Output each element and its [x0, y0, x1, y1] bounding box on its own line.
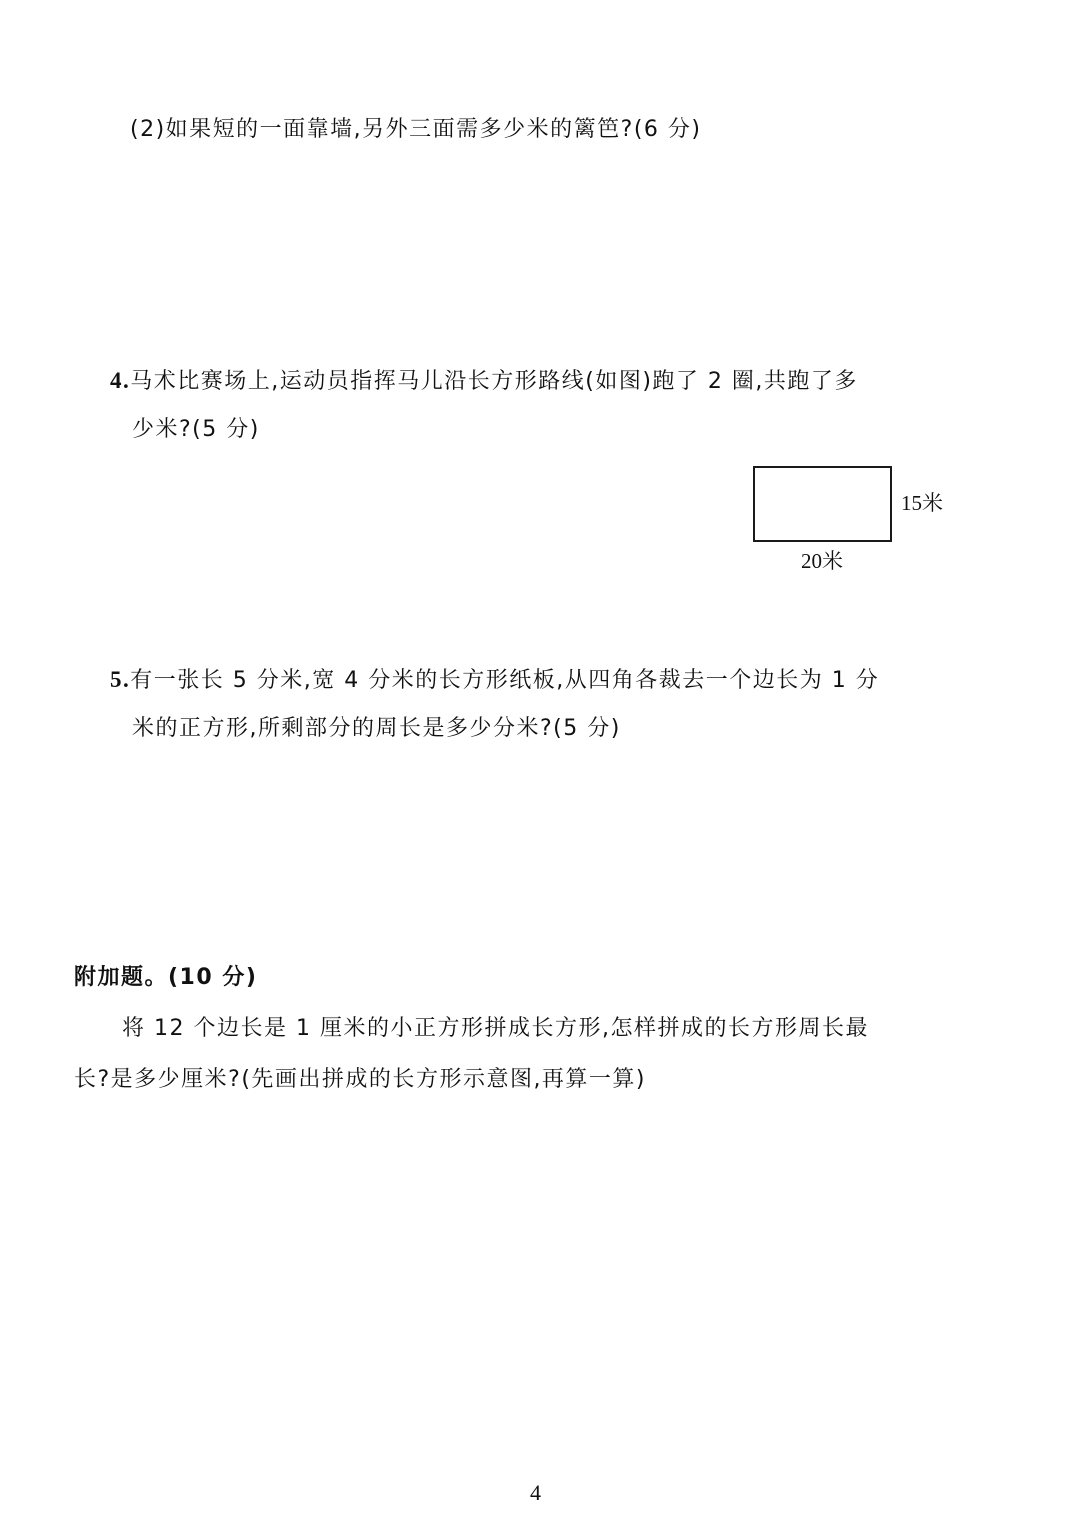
page-number: 4	[530, 1480, 541, 1505]
question-4-text-line-1: 马术比赛场上,运动员指挥马儿沿长方形路线(如图)跑了 2 圈,共跑了多	[130, 369, 858, 394]
question-4-number: 4.	[110, 368, 131, 393]
rectangle-diagram	[753, 466, 892, 542]
question-4-line-1	[110, 366, 858, 397]
bonus-text-line-2: 长?是多少厘米?(先画出拼成的长方形示意图,再算一算)	[74, 1067, 647, 1092]
rectangle-height-label: 15米	[901, 491, 943, 515]
question-5-text-line-1: 有一张长 5 分米,宽 4 分米的长方形纸板,从四角各裁去一个边长为 1 分	[130, 668, 880, 693]
question-5-line-1	[110, 665, 879, 696]
question-3-part-2-text: (2)如果短的一面靠墙,另外三面需多少米的篱笆?(6 分)	[130, 117, 702, 142]
bonus-text-line-1: 将 12 个边长是 1 厘米的小正方形拼成长方形,怎样拼成的长方形周长最	[122, 1016, 869, 1041]
question-5-line-2: 米的正方形,所剩部分的周长是多少分米?(5 分)	[132, 716, 621, 741]
question-4-line-2: 少米?(5 分)	[132, 417, 260, 442]
rectangle-width-label: 20米	[801, 549, 843, 573]
bonus-heading: 附加题。(10 分)	[74, 965, 258, 990]
question-5-number: 5.	[110, 667, 131, 692]
